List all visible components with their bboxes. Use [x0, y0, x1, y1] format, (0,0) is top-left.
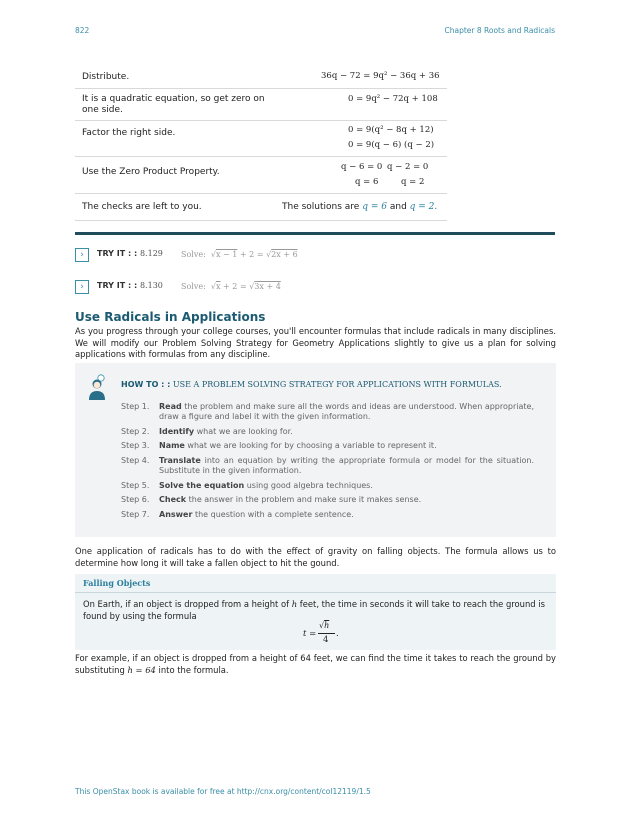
falling-objects-box: Falling Objects On Earth, if an object is dropped from a height of h feet, the time in seconds it will take to reach the ground is found by using the formula t = √h 4 .	[75, 574, 556, 650]
step-label: Factor the right side.	[82, 128, 176, 138]
try-it-title: TRY IT : : 8.130	[97, 281, 163, 290]
howto-box: HOW TO : : USE A PROBLEM SOLVING STRATEGY FOR APPLICATIONS WITH FORMULAS. Step 1. Read the problem and make sure all the words and ideas are understood. When appropriate, draw a figure and label it with the given information. Step 2. Identify what we are looking for. Step 3. Name what we are looking for by choosing a variable to represent it. Step 4. Translate into an equation by writing the appropriate formula or model for the situation. Substitute in the given information. Step 5. Solve the equation using good algebra techniques. Step 6. Check the answer in the problem and make sure it makes sense. Step 7. Answer the question with a complete sentence.	[75, 363, 556, 537]
step-math: q = 2	[401, 177, 425, 187]
step-label: Distribute.	[82, 72, 130, 82]
falling-objects-text: On Earth, if an object is dropped from a height of h feet, the time in seconds it will take to reach the ground is found by using the formula	[83, 599, 545, 621]
gravity-paragraph: One application of radicals has to do with the effect of gravity on falling objects. The formula allows us to determine how long it will take a fallen object to hit the gound.	[75, 546, 556, 568]
solution-q2: q = 2.	[409, 202, 438, 212]
try-it-title: TRY IT : : 8.129	[97, 249, 163, 258]
table-row	[75, 121, 447, 157]
table-row	[75, 64, 447, 89]
step-label: It is a quadratic equation, so get zero on one side.	[82, 94, 265, 115]
section-divider	[75, 232, 555, 235]
step-math: 0 = 9(q² − 8q + 12)	[348, 125, 434, 135]
step-label: Use the Zero Product Property.	[82, 167, 220, 177]
chevron-right-icon[interactable]: ›	[75, 248, 89, 262]
box-divider	[75, 592, 556, 593]
step-math: q − 2 = 0	[387, 162, 429, 172]
intro-paragraph: As you progress through your college courses, you'll encounter formulas that include radicals in many disciplines. We will modify our Problem Solving Strategy for Geometry Applications slightly to give us a plan for solving applications with formulas from any discipline.	[75, 326, 556, 359]
solutions-line	[282, 202, 437, 212]
step-math: q − 6 = 0	[341, 162, 383, 172]
step-math: 0 = 9(q − 6) (q − 2)	[348, 140, 435, 150]
try-it-problem: Solve: √x − 1 + 2 = √2x + 6	[181, 250, 298, 259]
person-icon	[85, 373, 109, 401]
step-math: 36q − 72 = 9q² − 36q + 36	[321, 71, 440, 81]
solutions-text: The solutions are	[282, 202, 360, 212]
page-number: 822	[75, 26, 90, 35]
chapter-title: Chapter 8 Roots and Radicals	[444, 26, 555, 35]
table-row	[75, 89, 447, 121]
footer-link[interactable]: This OpenStax book is available for free at http://cnx.org/content/col12119/1.5	[75, 787, 371, 796]
try-it-problem: Solve: √x + 2 = √3x + 4	[181, 282, 281, 291]
step-math: 0 = 9q² − 72q + 108	[348, 94, 438, 104]
try-it-8-130	[75, 280, 375, 294]
chevron-right-icon[interactable]: ›	[75, 280, 89, 294]
try-it-8-129	[75, 248, 375, 262]
solution-table	[75, 64, 447, 221]
example-paragraph: For example, if an object is dropped from a height of 64 feet, we can find the time it takes to reach the ground by substituting h = 64 into the formula.	[75, 653, 556, 675]
solution-q6: q = 6	[362, 202, 387, 212]
and-text: and	[389, 202, 407, 212]
section-title: Use Radicals in Applications	[75, 310, 266, 324]
table-row	[75, 194, 447, 221]
step-math: q = 6	[355, 177, 379, 187]
table-row	[75, 157, 447, 194]
falling-objects-title: Falling Objects	[83, 578, 151, 588]
step-label: The checks are left to you.	[82, 202, 202, 212]
howto-title: HOW TO : : USE A PROBLEM SOLVING STRATEGY FOR APPLICATIONS WITH FORMULAS.	[121, 380, 502, 389]
